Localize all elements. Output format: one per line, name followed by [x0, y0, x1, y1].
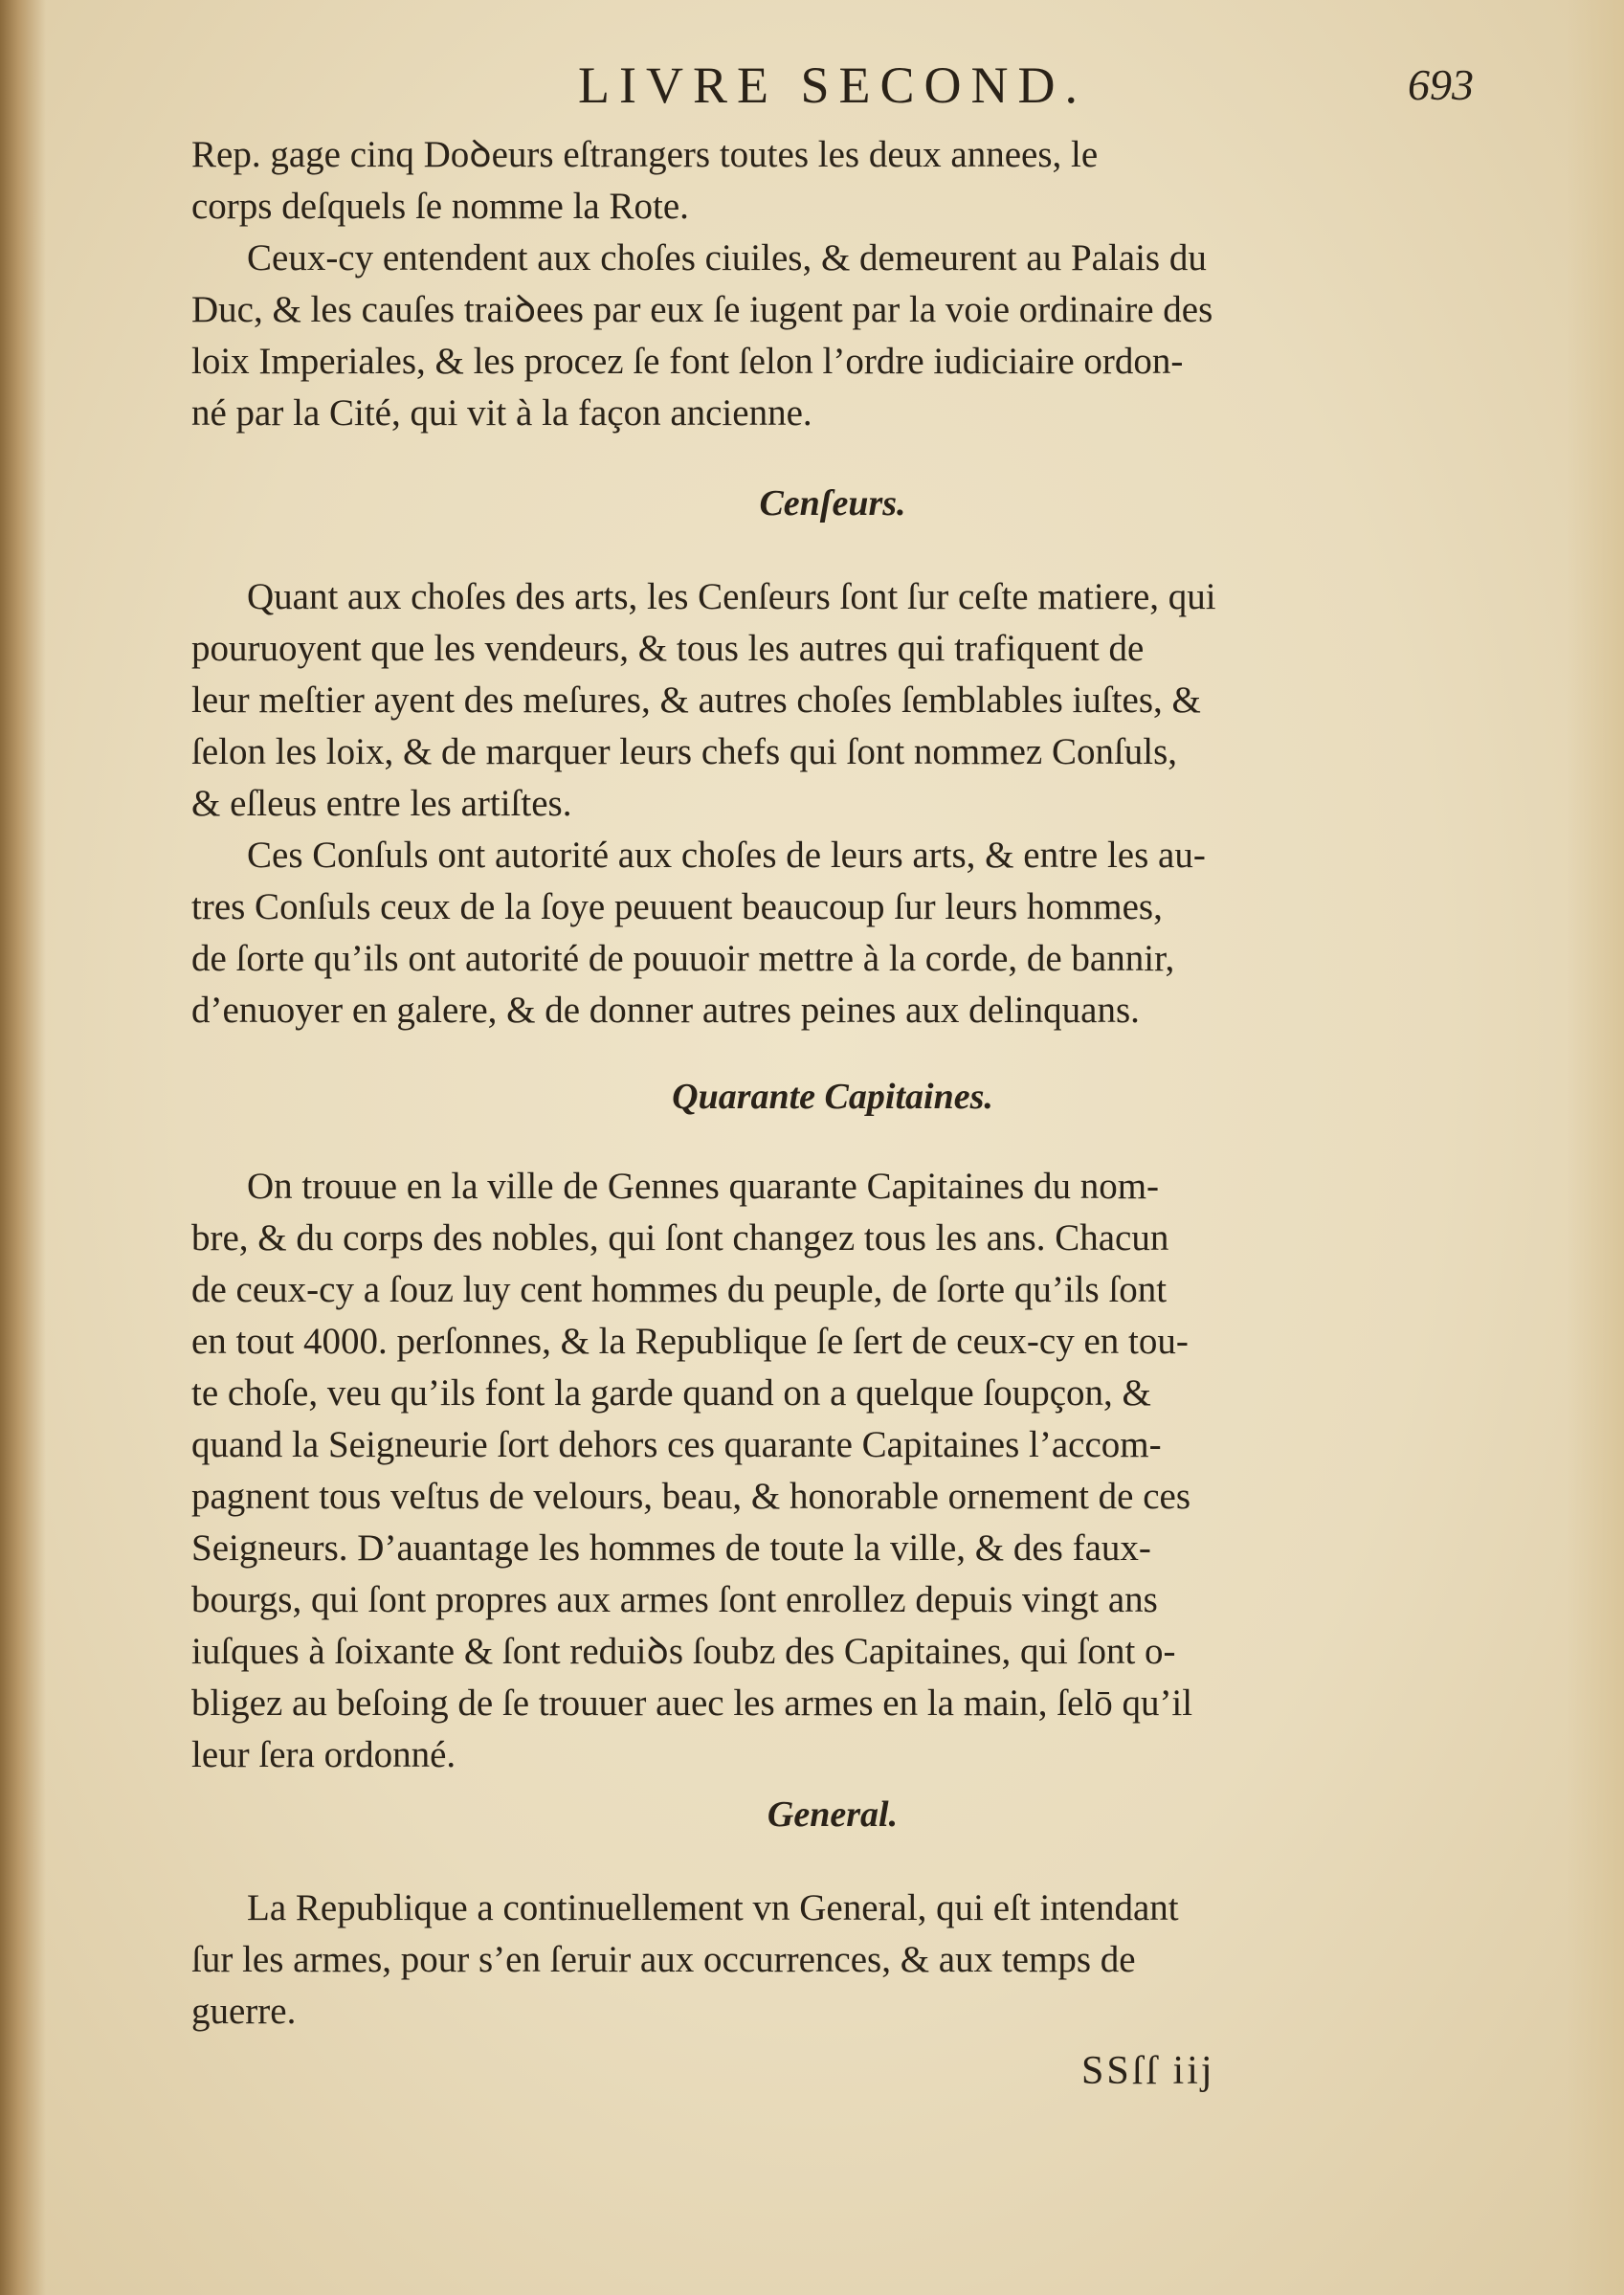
page-header [191, 50, 1474, 117]
paragraph-general [191, 1883, 1474, 2038]
paragraph-capitaines [191, 1161, 1474, 1781]
text-line: bligez au beſoing de ſe trouuer auec les armes en la main, ſelō qu’il [191, 1682, 1193, 1724]
text-line: leur ſera ordonné. [191, 1734, 456, 1775]
section-heading-censeurs: Cenſeurs. [759, 483, 906, 524]
text-line: tres Conſuls ceux de la ſoye peuuent beaucoup ſur leurs hommes, [191, 886, 1163, 927]
paragraph-rote [191, 129, 1474, 233]
section-heading-quarante: Quarante Capitaines. [672, 1077, 993, 1117]
text-line: te choſe, veu qu’ils font la garde quand on a quelque ſoupçon, & [191, 1372, 1151, 1414]
text-line: La Republique a continuellement vn General, qui eſt intendant [247, 1887, 1179, 1928]
text-line: d’enuoyer en galere, & de donner autres peines aux delinquans. [191, 990, 1140, 1031]
section-heading-general: General. [767, 1794, 899, 1835]
page-number: 693 [1408, 60, 1474, 109]
text-block [191, 129, 1474, 2038]
text-line: On trouue en la ville de Gennes quarante Capitaines du nom- [247, 1166, 1160, 1207]
text-line: Ceux-cy entendent aux choſes ciuiles, & demeurent au Palais du [247, 237, 1207, 279]
text-line: loix Imperiales, & les procez ſe font ſelon l’ordre iudiciaire ordon- [191, 341, 1184, 382]
text-line: leur meſtier ayent des meſures, & autres choſes ſemblables iuſtes, & [191, 680, 1201, 721]
text-line: bourgs, qui ſont propres aux armes ſont enrollez depuis vingt ans [191, 1579, 1158, 1620]
text-line: Quant aux choſes des arts, les Cenſeurs ſont ſur ceſte matiere, qui [247, 576, 1216, 617]
text-line: Seigneurs. D’auantage les hommes de toute la ville, & des faux- [191, 1527, 1151, 1569]
text-line: en tout 4000. perſonnes, & la Republique ſe ſert de ceux-cy en tou- [191, 1321, 1189, 1362]
text-line: Rep. gage cinq Doꝺeurs eſtrangers toutes les deux annees, le [191, 134, 1099, 175]
text-line: né par la Cité, qui vit à la façon ancienne. [191, 392, 812, 434]
signature-mark: SSſſ iij [1081, 2049, 1215, 2093]
running-title: LIVRE SECOND. [578, 56, 1087, 114]
text-line: guerre. [191, 1991, 297, 2032]
paragraph-consuls [191, 830, 1474, 1036]
text-line: corps deſquels ſe nomme la Rote. [191, 186, 689, 227]
text-line: iuſques à ſoixante & ſont reduiꝺs ſoubz des Capitaines, qui ſont o- [191, 1631, 1176, 1672]
paragraph-civil [191, 233, 1474, 439]
text-line: Duc, & les cauſes traiꝺees par eux ſe iugent par la voie ordinaire des [191, 289, 1213, 330]
text-line: de ſorte qu’ils ont autorité de pouuoir mettre à la corde, de bannir, [191, 938, 1175, 979]
text-line: pouruoyent que les vendeurs, & tous les autres qui trafiquent de [191, 628, 1145, 669]
paragraph-censeurs [191, 571, 1474, 830]
text-line: ſur les armes, pour s’en ſeruir aux occurrences, & aux temps de [191, 1939, 1136, 1980]
text-line: de ceux-cy a ſouz luy cent hommes du peuple, de ſorte qu’ils ſont [191, 1269, 1168, 1310]
text-line: quand la Seigneurie ſort dehors ces quarante Capitaines l’accom- [191, 1424, 1162, 1465]
text-line: ſelon les loix, & de marquer leurs chefs qui ſont nommez Conſuls, [191, 731, 1178, 772]
text-line: pagnent tous veſtus de velours, beau, & honorable ornement de ces [191, 1476, 1191, 1517]
text-line: Ces Conſuls ont autorité aux choſes de leurs arts, & entre les au- [247, 835, 1206, 876]
text-line: & eſleus entre les artiſtes. [191, 783, 572, 824]
text-line: bre, & du corps des nobles, qui ſont changez tous les ans. Chacun [191, 1217, 1169, 1259]
